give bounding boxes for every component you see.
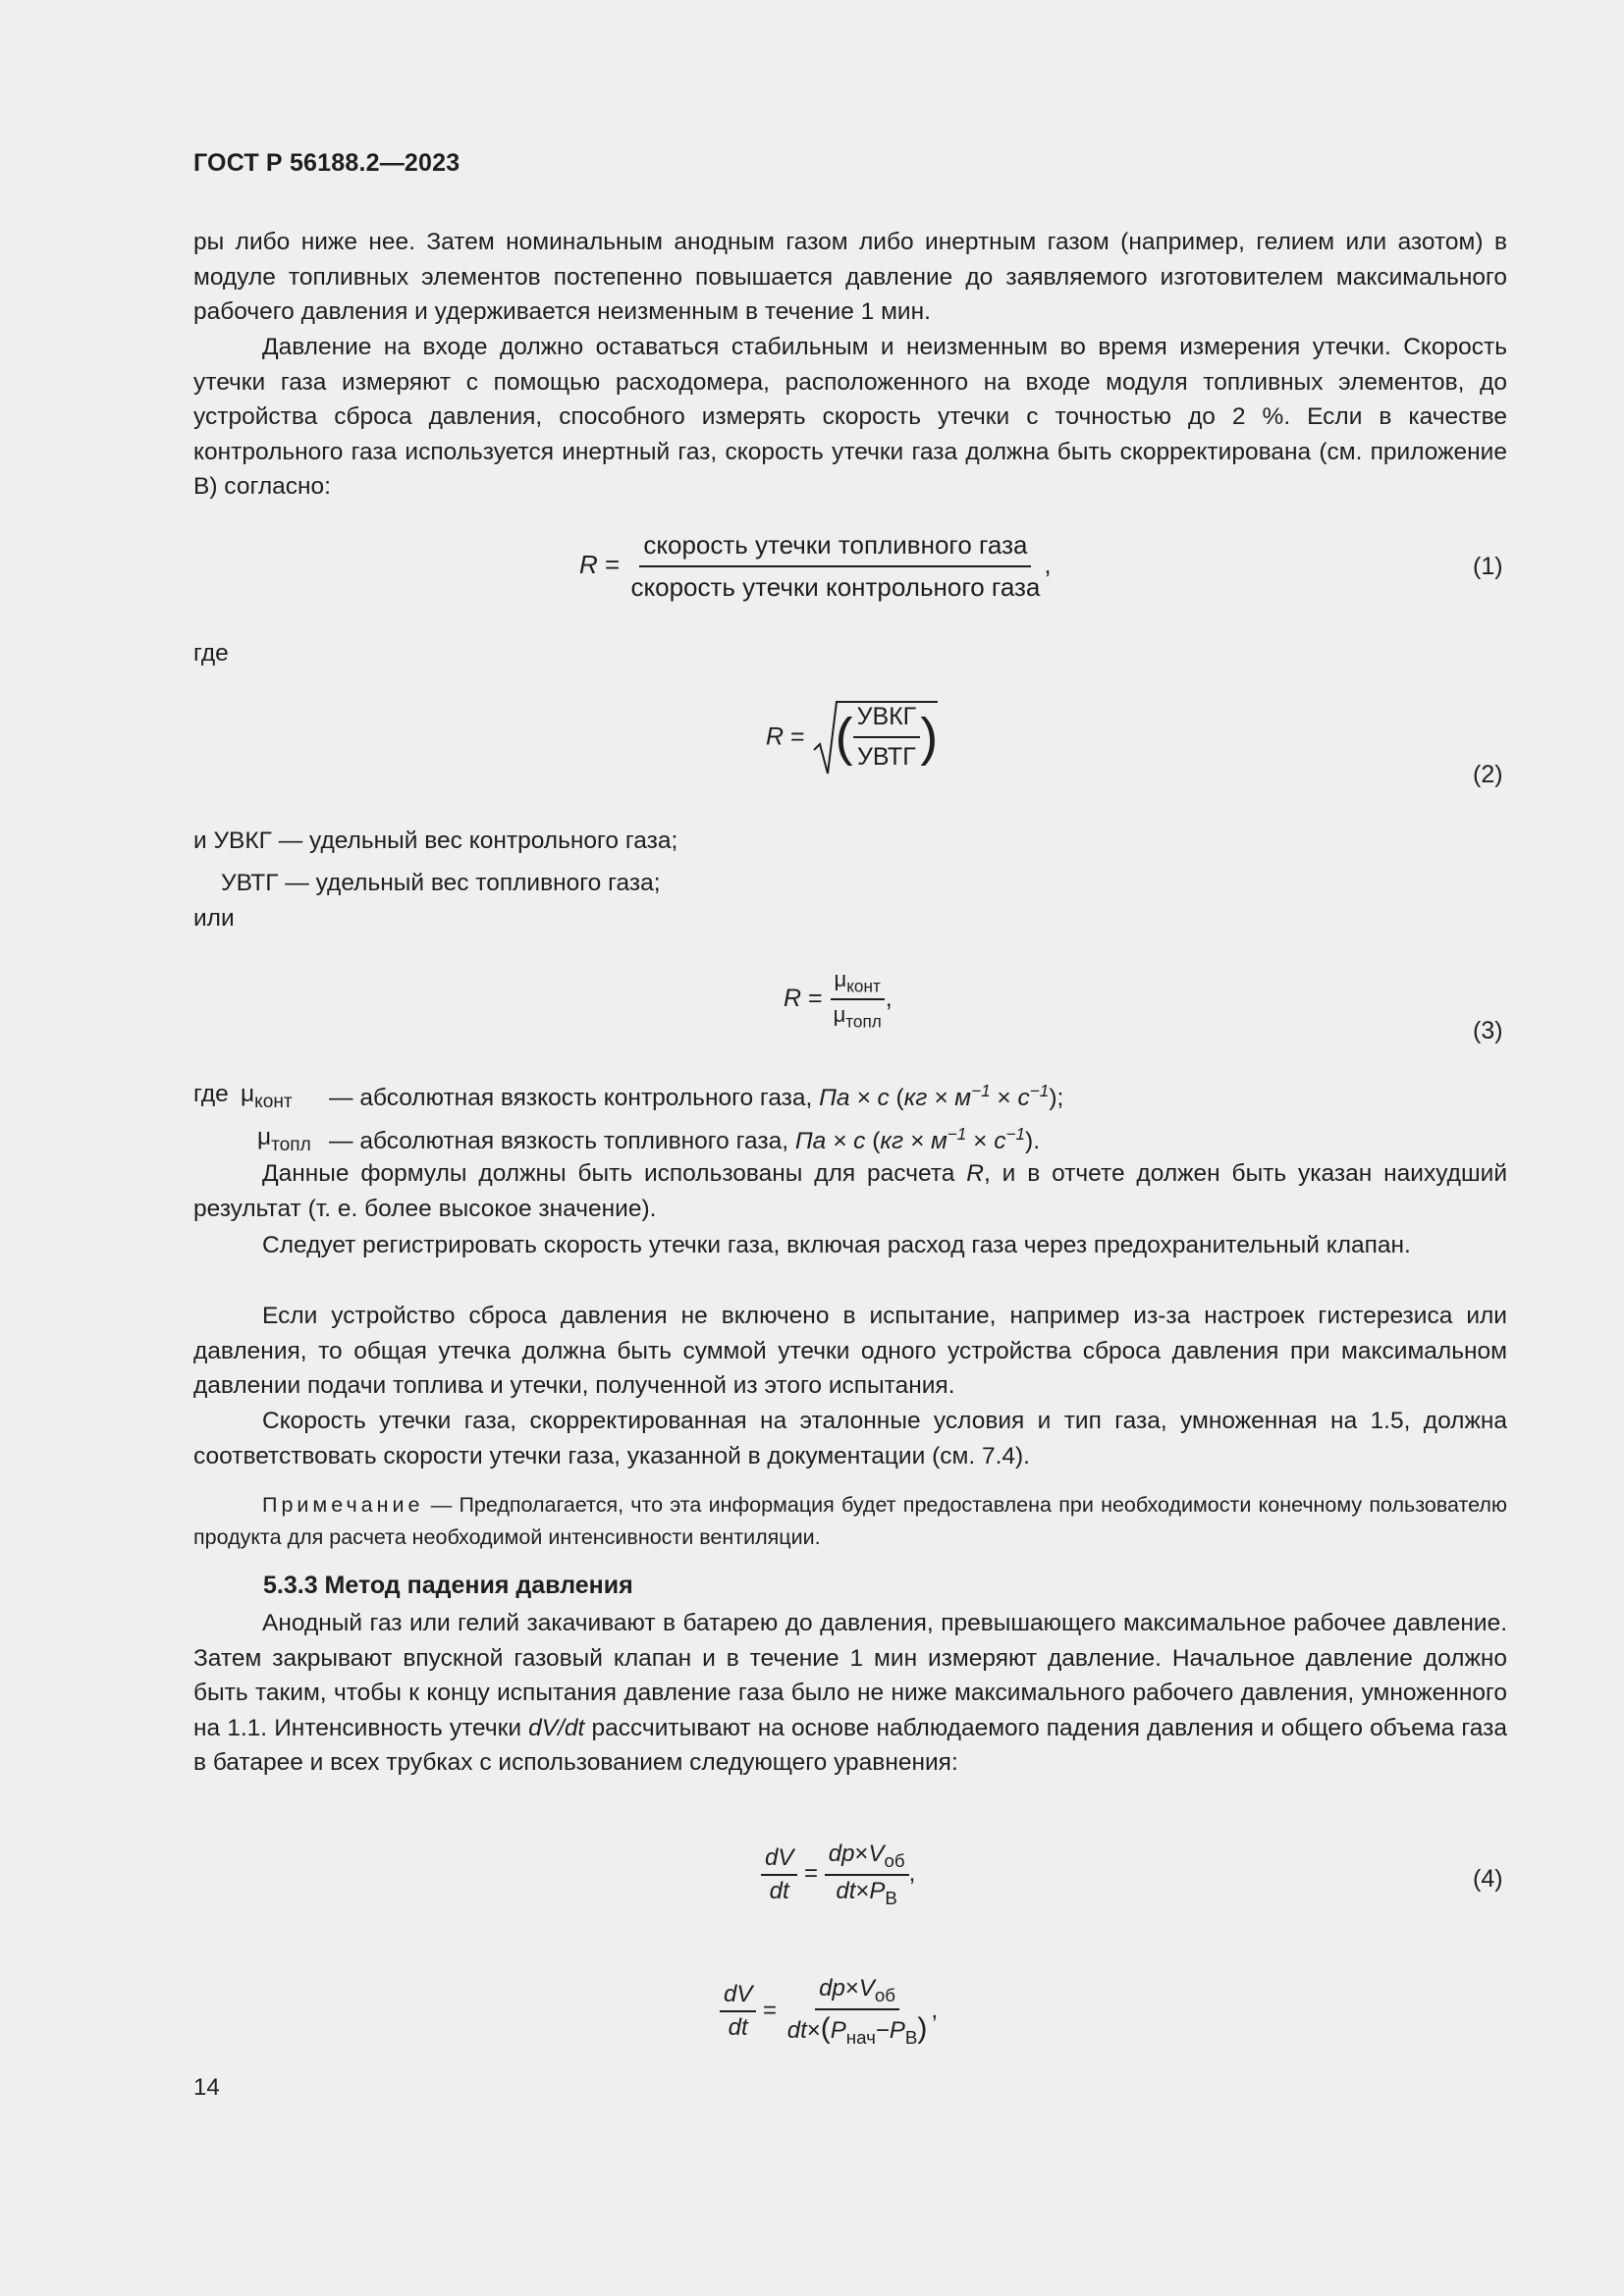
equation-3: R = $\frac{\mu_{конт}}{\mu_{топл}}$ , — [784, 967, 893, 1032]
definition-uvkg: и УВКГ — удельный вес контрольного газа; — [193, 828, 678, 854]
equation-1: R = $\frac{\text{скорость утечки топливного газа}}{\text{скорость утечки контрольного газа}}$ , — [579, 530, 1052, 602]
equation-5-rhs: $\frac{dp\times V_{об}}{dt\times(P_{нач}-P_В)}$ — [786, 1975, 928, 2048]
section-heading: 5.3.3 Метод падения давления — [263, 1572, 633, 1599]
mu-topl-symbol: $\mu_{топл}$ — [257, 1124, 311, 1155]
where-label: где — [193, 640, 229, 667]
equation-number: (2) — [1473, 761, 1503, 788]
equation-1-fraction: $\frac{\text{скорость утечки топливного газа}}{\text{скорость утечки контрольного газа}}$ — [630, 530, 1041, 602]
note-label: Примечание — [262, 1493, 424, 1517]
sqrt-icon — [812, 699, 838, 777]
paragraph: Анодный газ или гелий закачивают в батарею до давления, превышающего максимальное рабочее давление. Затем закрывают впускной газовый клапан и в течение 1 мин измеряют давление. Начальное давление должно быть таким, чтобы к концу испытания давление газа было не ниже максимального рабочего давления, умноженного на 1.1. Интенсивность утечки dV/dt рассчитывают на основе наблюдаемого падения давления и общего объема газа в батарее и всех трубках с использованием следующего уравнения: — [193, 1610, 1508, 1776]
equation-number: (1) — [1473, 553, 1503, 580]
definition-uvtg: УВТГ — удельный вес топливного газа; — [221, 870, 661, 896]
paragraph: Давление на входе должно оставаться стабильным и неизменным во время измерения утечки. Скорость утечки газа измеряют с помощью расходомера, расположенного на входе модуля топливных элементов, до устройства сброса давления, способного измерять скорость утечки с точностью до 2 %. Если в качестве контрольного газа используется инертный газ, скорость утечки газа должна быть скорректирована (см. приложение В) согласно: — [193, 334, 1507, 500]
equation-2: R = ( $\frac{\text{УВКГ}}{\text{УВТГ}}$ ) — [766, 699, 938, 777]
equation-4-rhs: $\frac{dp\times V_{об}}{dt\times P_В}$ — [825, 1841, 909, 1909]
page-number: 14 — [193, 2074, 220, 2101]
paragraph: ры либо ниже нее. Затем номинальным анодным газом либо инертным газом (например, гелием или азотом) в модуле топливных элементов постепенно повышается давление до заявляемого изготовителем максимального рабочего давления и удерживается неизменным в течение 1 мин. — [193, 229, 1507, 325]
paragraph: Следует регистрировать скорость утечки газа, включая расход газа через предохранительный клапан. — [262, 1232, 1411, 1258]
equation-5: $\frac{dV}{dt}$ = $\frac{dp\times V_{об}}{dt\times(P_{нач}-P_В)}$ , — [720, 1975, 938, 2049]
equation-2-fraction: $\frac{\text{УВКГ}}{\text{УВТГ}}$ — [853, 703, 921, 772]
mu-topl-definition: — абсолютная вязкость топливного газа, Па × с $(кг \times м^{-1} \times с^{-1})$. — [329, 1124, 1040, 1155]
equation-number: (4) — [1473, 1865, 1503, 1893]
equation-5-lhs: $\frac{dV}{dt}$ — [720, 1981, 756, 2042]
note: Примечание — Предполагается, что эта информация будет предоставлена при необходимости конечному пользователю продукта для расчета необходимой интенсивности вентиляции. — [193, 1493, 1507, 1549]
equation-4-lhs: $\frac{dV}{dt}$ — [761, 1844, 797, 1905]
paragraph: Данные формулы должны быть использованы для расчета R, и в отчете должен быть указан наихудший результат (т. е. более высокое значение). — [193, 1160, 1507, 1222]
mu-kont-definition: — абсолютная вязкость контрольного газа, Па × с $(кг \times м^{-1} \times с^{-1})$; — [329, 1081, 1064, 1112]
document-header: ГОСТ Р 56188.2—2023 — [193, 149, 460, 177]
mu-kont-symbol: $\mu_{конт}$ — [241, 1081, 293, 1112]
equation-3-fraction: $\frac{\mu_{конт}}{\mu_{топл}}$ — [830, 967, 886, 1033]
paragraph: Если устройство сброса давления не включено в испытание, например из-за настроек гистерезиса или давления, то общая утечка должна быть суммой утечки одного устройства сброса давления при максимальном давлении подачи топлива и утечки, полученной из этого испытания. — [193, 1303, 1507, 1399]
where-mu-label: где — [193, 1081, 229, 1107]
equation-number: (3) — [1473, 1017, 1503, 1044]
paragraph: Скорость утечки газа, скорректированная на эталонные условия и тип газа, умноженная на 1.5, должна соответствовать скорости утечки газа, указанной в документации (см. 7.4). — [193, 1408, 1507, 1469]
equation-4: $\frac{dV}{dt}$ = $\frac{dp\times V_{об}}{dt\times P_В}$ , — [761, 1841, 915, 1909]
or-label: или — [193, 905, 235, 932]
